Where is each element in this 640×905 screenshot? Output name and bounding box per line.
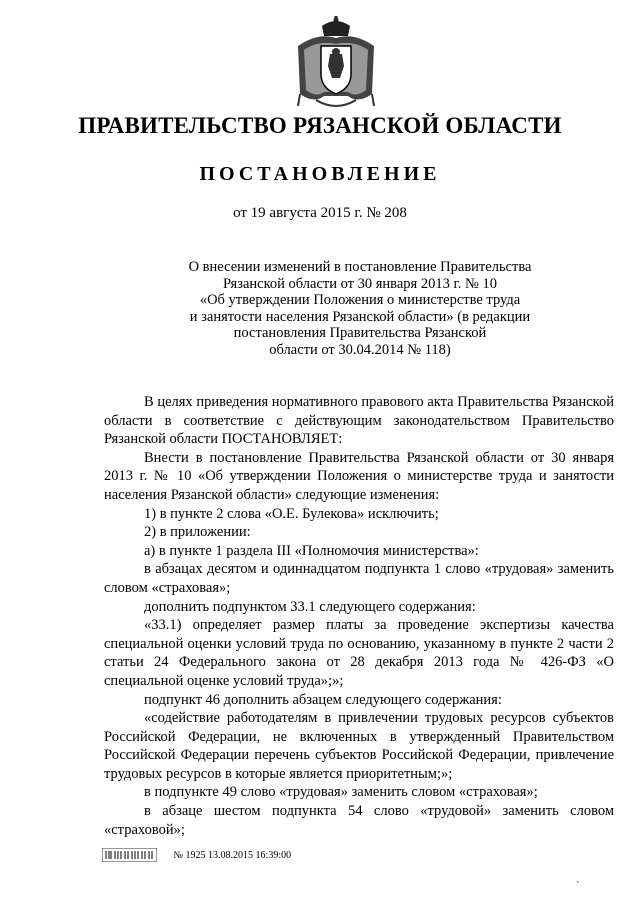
subject-line: области от 30.04.2014 № 118)	[269, 341, 451, 358]
subject-line: Рязанской области от 30 января 2013 г. № 10	[223, 275, 497, 292]
subject-line: «Об утверждении Положения о министерстве труда	[199, 292, 521, 308]
body-paragraph: «33.1) определяет размер платы за проведение экспертизы качества специальной оценки условий труда по основанию, указанному в пункте 2 части 2 статьи 24 Федерального закона от 28 декабря 2013 года № 426-ФЗ «О специальной оценке условий труда»;»;	[104, 617, 614, 689]
decree-subject	[150, 259, 570, 358]
registration-number: № 1925 13.08.2015 16:39:00	[173, 849, 292, 861]
subject-line: постановления Правительства Рязанской	[233, 325, 487, 341]
registry-stamp-icon	[102, 848, 157, 862]
body-paragraph: в абзаце шестом подпункта 54 слово «трудовой» заменить словом «страховой»;	[104, 803, 614, 838]
body-paragraph: дополнить подпунктом 33.1 следующего содержания:	[144, 598, 476, 615]
decree-date-number: от 19 августа 2015 г. № 208	[233, 205, 407, 221]
document-type-title: ПОСТАНОВЛЕНИЕ	[199, 163, 441, 185]
body-paragraph: В целях приведения нормативного правового акта Правительства Рязанской области в соответствие с действующим законодательством Правительство Рязанской области ПОСТАНОВЛЯЕТ:	[104, 394, 614, 448]
body-paragraph: «содействие работодателям в привлечении трудовых ресурсов субъектов Российской Федерации, не включенных в утвержденный Правительством Российской Федерации перечень субъектов Российской Федерации, привлечение трудовых ресурсов в которые является приоритетным;»;	[104, 710, 614, 782]
government-title: ПРАВИТЕЛЬСТВО РЯЗАНСКОЙ ОБЛАСТИ	[78, 113, 562, 138]
registration-footer	[102, 848, 291, 862]
subject-line: и занятости населения Рязанской области» (в редакции	[189, 308, 531, 325]
body-paragraph: 1) в пункте 2 слова «О.Е. Булекова» исключить;	[144, 505, 439, 522]
subject-line: О внесении изменений в постановление Правительства	[188, 259, 532, 275]
scan-mark: ˺	[576, 880, 579, 890]
coat-of-arms-emblem	[288, 16, 384, 112]
body-paragraph: Внести в постановление Правительства Рязанской области от 30 января 2013 г. № 10 «Об утверждении Положения о министерстве труда и занятости населения Рязанской области» следующие изменения:	[104, 449, 614, 503]
body-paragraph: в подпункте 49 слово «трудовая» заменить словом «страховая»;	[144, 784, 538, 801]
body-paragraph: а) в пункте 1 раздела III «Полномочия министерства»:	[144, 542, 479, 559]
body-paragraph: в абзацах десятом и одиннадцатом подпункта 1 слово «трудовая» заменить словом «страховая»;	[104, 561, 614, 596]
decree-body	[104, 393, 614, 839]
body-paragraph: 2) в приложении:	[144, 524, 251, 541]
body-paragraph: подпункт 46 дополнить абзацем следующего содержания:	[144, 691, 502, 708]
